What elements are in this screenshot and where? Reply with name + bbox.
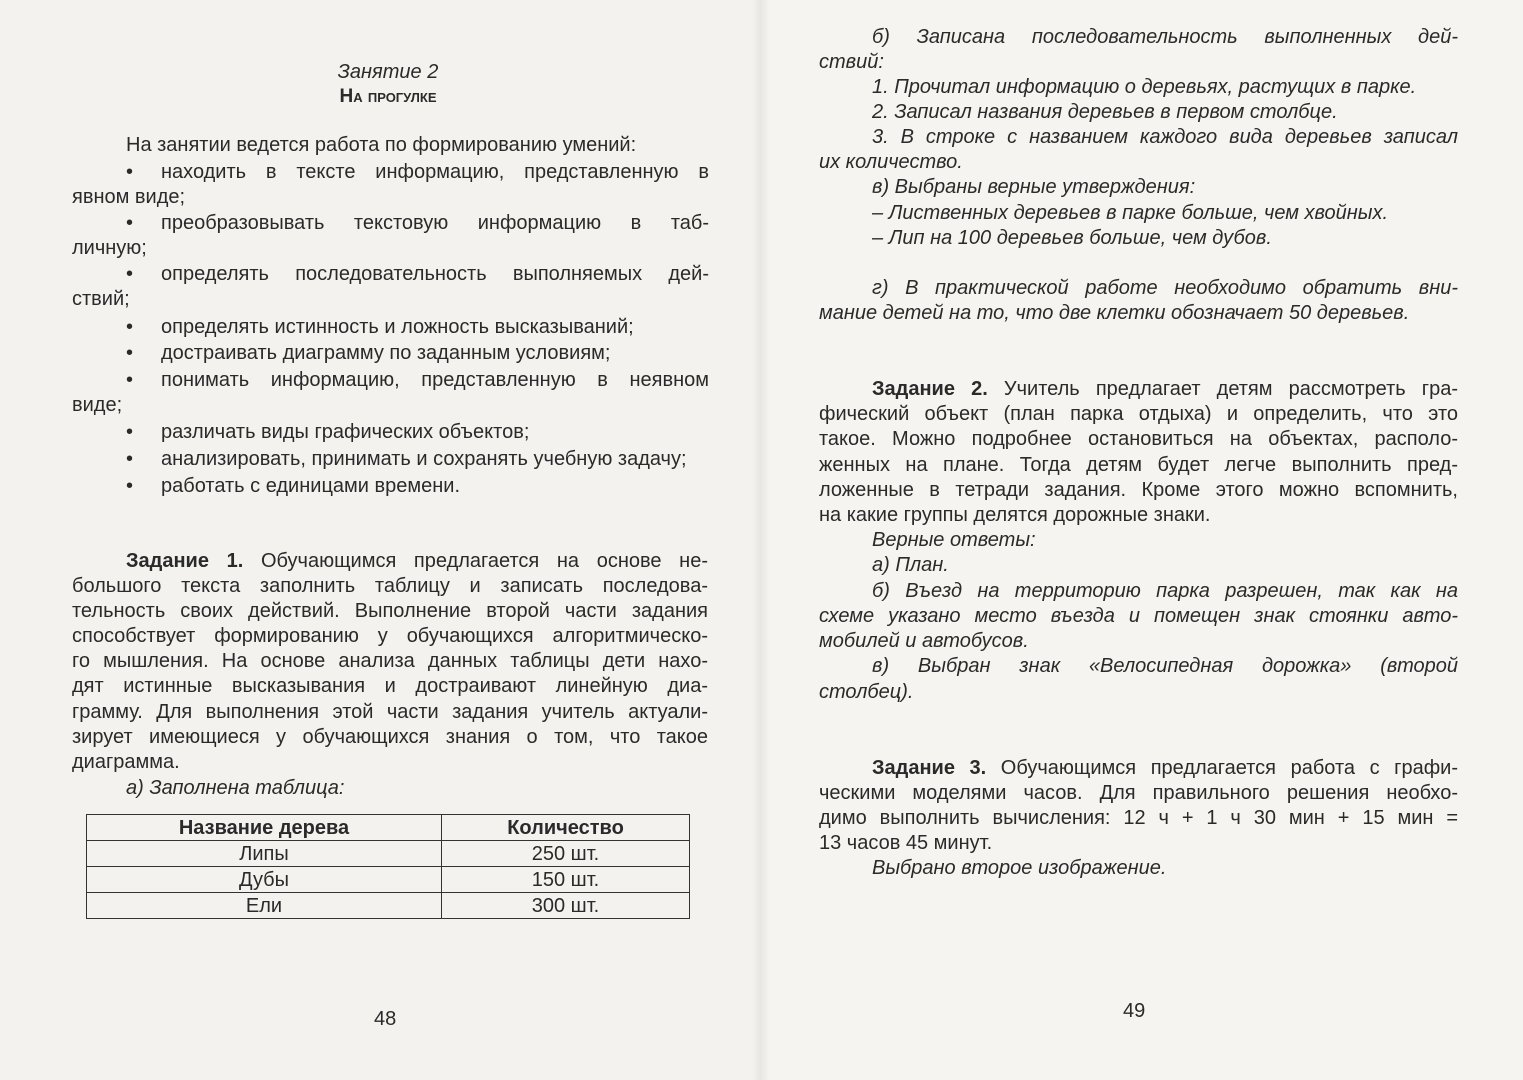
task3-text-line: димо выполнить вычисления: 12 ч + 1 ч 30 мин + 15 мин = — [819, 807, 1458, 829]
bullet-line: ствий; — [72, 288, 130, 310]
answer-line: в) Выбраны верные утверждения: — [872, 176, 1196, 198]
answer-line: их количество. — [819, 151, 963, 173]
task3-label: Задание 3. — [872, 757, 987, 779]
task1-text-line: Обучающимся предлагается на основе не- — [243, 550, 708, 572]
answer-line: мание детей на то, что две клетки обозначает 50 деревьев. — [819, 302, 1410, 324]
table-row — [87, 841, 690, 867]
table-cell: Ели — [87, 893, 442, 919]
task2-first-line — [872, 377, 1458, 402]
task2-text-line: женных на плане. Тогда детям будет легче выполнить пред- — [819, 454, 1458, 476]
task2-text-line: Учитель предлагает детям рассмотреть гра- — [987, 378, 1458, 400]
task2-text-line: такое. Можно подробнее остановиться на объектах, располо- — [819, 428, 1458, 450]
task2-text-line: на какие группы делятся дорожные знаки. — [819, 504, 1211, 526]
bullet-dot-icon: • — [126, 161, 134, 183]
left-page — [0, 0, 761, 1080]
bullet-line: определять последовательность выполняемых дей- — [161, 263, 709, 285]
bullet-line: понимать информацию, представленную в неявном — [161, 369, 709, 391]
task3-text-line: Обучающимся предлагается работа с графи- — [986, 757, 1458, 779]
bullet-line: виде; — [72, 394, 123, 416]
bullet-dot-icon: • — [126, 342, 134, 364]
table-row — [87, 867, 690, 893]
task3-first-line — [872, 756, 1458, 781]
answer-line: 2. Записал названия деревьев в первом столбце. — [872, 101, 1338, 123]
table-cell: Дубы — [87, 867, 442, 893]
answer-line: г) В практической работе необходимо обратить вни- — [872, 277, 1458, 299]
task1-text-line: грамму. Для выполнения этой части задания учитель актуали- — [72, 701, 708, 723]
answer-line: ствий: — [819, 51, 884, 73]
page-number-left: 48 — [374, 1008, 397, 1030]
bullet-line: определять истинность и ложность высказываний; — [161, 316, 634, 338]
table-header-cell: Количество — [442, 815, 690, 841]
bullet-line: преобразовывать текстовую информацию в таб- — [161, 212, 709, 234]
task1-text-line: тельность своих действий. Выполнение второй части задания — [72, 600, 708, 622]
task2-answer-line: в) Выбран знак «Велосипедная дорожка» (второй — [872, 655, 1458, 677]
task2-label: Задание 2. — [872, 378, 988, 400]
page-number-right: 49 — [1123, 1000, 1146, 1022]
table-cell: 250 шт. — [442, 841, 690, 867]
answer-line: 1. Прочитал информацию о деревьях, растущих в парке. — [872, 76, 1417, 98]
task1-text-line: зирует имеющиеся у обучающихся знания о том, что такое — [72, 726, 708, 748]
task2-answer-line: б) Въезд на территорию парка разрешен, так как на — [872, 580, 1458, 602]
table-caption: а) Заполнена таблица: — [126, 777, 345, 799]
answer-line: 3. В строке с названием каждого вида деревьев записал — [872, 126, 1458, 148]
bullet-line: различать виды графических объектов; — [161, 421, 530, 443]
table-row — [87, 893, 690, 919]
answer-line: б) Записана последовательность выполненных дей- — [872, 26, 1458, 48]
table-header-row — [87, 815, 690, 841]
bullet-line: анализировать, принимать и сохранять учебную задачу; — [161, 448, 687, 470]
trees-table — [86, 814, 690, 919]
answer-line: – Лип на 100 деревьев больше, чем дубов. — [872, 227, 1272, 249]
task3-answer: Выбрано второе изображение. — [872, 857, 1167, 879]
right-page — [761, 0, 1523, 1080]
table-cell: Липы — [87, 841, 442, 867]
task2-answer-line: столбец). — [819, 681, 914, 703]
bullet-dot-icon: • — [126, 448, 134, 470]
lesson-number: Занятие 2 — [337, 61, 439, 83]
table-cell: 150 шт. — [442, 867, 690, 893]
task1-text-line: дят истинные высказывания и достраивают линейную диа- — [72, 675, 708, 697]
task2-answer-line: мобилей и автобусов. — [819, 630, 1029, 652]
bullet-line: явном виде; — [72, 186, 186, 208]
bullet-dot-icon: • — [126, 421, 134, 443]
bullet-line: находить в тексте информацию, представленную в — [161, 161, 709, 183]
bullet-line: достраивать диаграмму по заданным условиям; — [161, 342, 611, 364]
table-cell: 300 шт. — [442, 893, 690, 919]
bullet-dot-icon: • — [126, 475, 134, 497]
book-gutter — [752, 0, 770, 1080]
task1-first-line — [126, 549, 708, 574]
task1-text-line: большого текста заполнить таблицу и записать последова- — [72, 575, 708, 597]
task2-text-line: фический объект (план парка отдыха) и определить, что это — [819, 403, 1458, 425]
table-header-cell: Название дерева — [87, 815, 442, 841]
bullet-dot-icon: • — [126, 369, 134, 391]
task1-text-line: способствует формированию у обучающихся алгоритмическо- — [72, 625, 708, 647]
bullet-line: личную; — [72, 237, 147, 259]
task2-text-line: ложенные в тетради задания. Кроме этого можно вспомнить, — [819, 479, 1458, 501]
task1-label: Задание 1. — [126, 550, 244, 572]
bullet-dot-icon: • — [126, 316, 134, 338]
task3-text-line: ческими моделями часов. Для правильного решения необхо- — [819, 782, 1458, 804]
bullet-dot-icon: • — [126, 263, 134, 285]
bullet-dot-icon: • — [126, 212, 134, 234]
task1-text-line: го мышления. На основе анализа данных таблицы дети нахо- — [72, 650, 708, 672]
intro-text: На занятии ведется работа по формированию умений: — [126, 134, 637, 156]
task2-answer-line: а) План. — [872, 554, 949, 576]
task3-text-line: 13 часов 45 минут. — [819, 832, 993, 854]
task2-answer-line: Верные ответы: — [872, 529, 1036, 551]
task2-answer-line: схеме указано место въезда и помещен знак стоянки авто- — [819, 605, 1458, 627]
answer-line: – Лиственных деревьев в парке больше, чем хвойных. — [872, 202, 1389, 224]
lesson-title: На прогулке — [339, 86, 437, 107]
task1-text-line: диаграмма. — [72, 751, 180, 773]
bullet-line: работать с единицами времени. — [161, 475, 461, 497]
